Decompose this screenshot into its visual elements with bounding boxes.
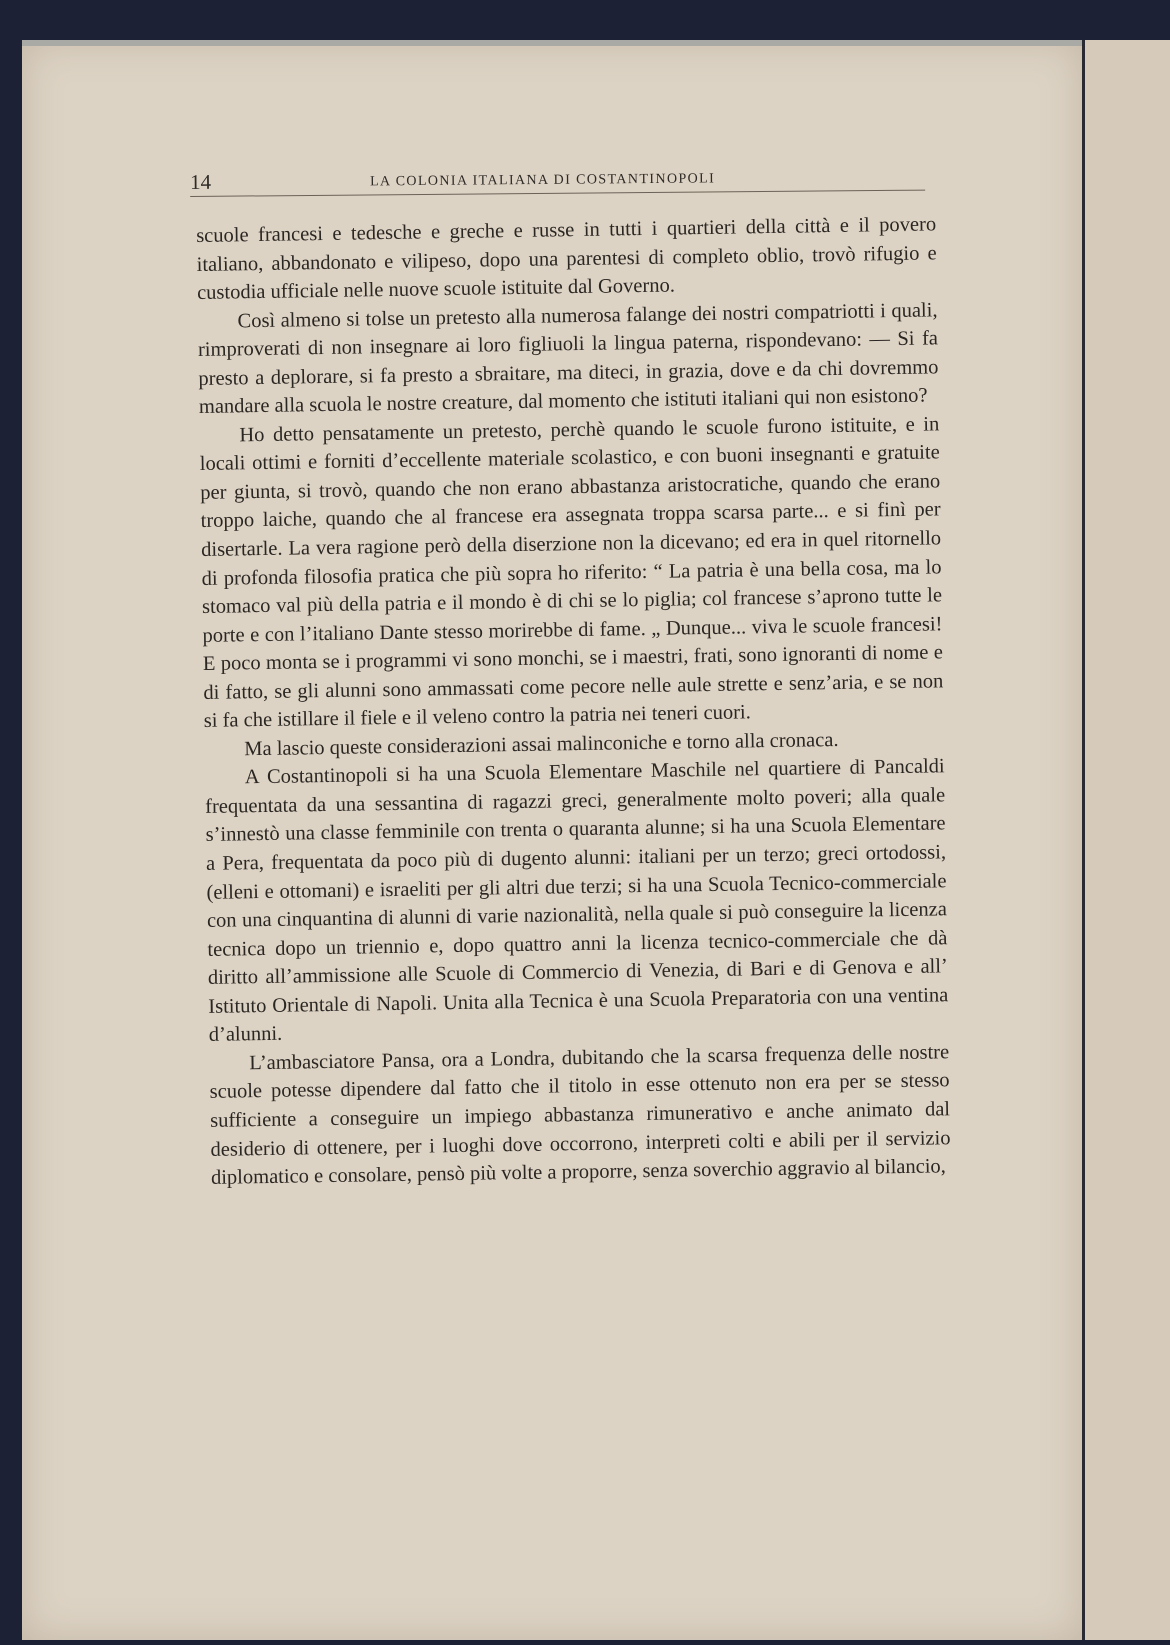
facing-page-edge bbox=[1082, 40, 1170, 1640]
paragraph: L’ambasciatore Pansa, ora a Londra, dubitando che la scarsa frequenza delle nostre scuole potesse dipendere dal fatto che il titolo in esse ottenuto non era per se stesso sufficiente a conseguire un impiego abbastanza rimunerativo e anche animato dal desiderio di ottenere, per i luoghi dove occorrono, interpreti colti e abili per il servizio diplomatico e consolare, pensò più volte a proporre, senza soverchio aggravio al bilancio, bbox=[209, 1041, 951, 1189]
paragraph: A Costantinopoli si ha una Scuola Elementare Maschile nel quartiere di Pancaldi frequentata da una sessantina di ragazzi greci, generalmente molto poveri; alla quale s’innestò una classe femminile con trenta o quaranta alunne; si ha una Scuola Elementare a Pera, frequentata da poco più di dugento alunni: italiani per un terzo; greci ortodossi, (elleni e ottomani) e israeliti per gli altri due terzi; si ha una Scuola Tecnico-commerciale con una cinquantina di alunni di varie nazionalità, nella quale si può conseguire la licenza tecnica dopo un triennio e, dopo quattro anni la licenza tecnico-commerciale che dà diritto all’ammissione alle Scuole di Commercio di Venezia, di Bari e di Genova e all’ Istituto Orientale di Napoli. Unita alla Tecnica è una Scuola Preparatoria con una ventina d’alunni. bbox=[205, 755, 949, 1047]
page-number: 14 bbox=[189, 169, 212, 194]
paragraph: Ma lascio queste considerazioni assai malinconiche e torno alla cronaca. bbox=[244, 728, 839, 761]
page-top-edge bbox=[22, 40, 1082, 46]
paragraph: Ho detto pensatamente un pretesto, perchè quando le scuole furono istituite, e in locali ottimi e forniti d’eccellente materiale scolastico, e con buoni insegnanti e gratuite per giunta, si trovò, quando che non erano abbastanza aristocratiche, quando che erano troppo laiche, quando che al francese era assegnata troppa scarsa parte... e si finì per disertarle. La vera ragione però della diserzione non la dicevano; ed era in quel ritornello di profonda filosofia pratica che più sopra ho riferito: “ La patria è una bella cosa, ma lo stomaco val più della patria e il mondo è di chi se lo piglia; col francese s’aprono tutte le porte e con l’italiano Dante stesso morirebbe di fame. „ Dunque... viva le scuole francesi! E poco monta se i programmi vi sono monchi, se i maestri, frati, sono ignoranti di nome e di fatto, se gli alunni sono ammassati come pecore nelle aule strette e senz’aria, e se non si fa che istillare il fiele e il veleno contro la patria nei teneri cuori. bbox=[199, 413, 944, 733]
paragraph: Così almeno si tolse un pretesto alla numerosa falange dei nostri compatriotti i quali, rimproverati di non insegnare ai loro figliuoli la lingua paterna, rispondevano: — Si fa presto a deplorare, si fa presto a sbraitare, ma diteci, in grazia, dove e da chi dovremmo mandare alla scuola le nostre creature, dal momento che istituti italiani qui non esistono? bbox=[197, 299, 939, 419]
running-title: LA COLONIA ITALIANA DI COSTANTINOPOLI bbox=[370, 171, 716, 190]
body-text bbox=[196, 210, 951, 1192]
paragraph-continuation: scuole francesi e tedesche e greche e russe in tutti i quartieri della città e il povero italiano, abbandonato e vilipeso, dopo una parentesi di completo oblio, trovò rifugio e custodia ufficiale nelle nuove scuole istituite dal Governo. bbox=[196, 213, 937, 305]
